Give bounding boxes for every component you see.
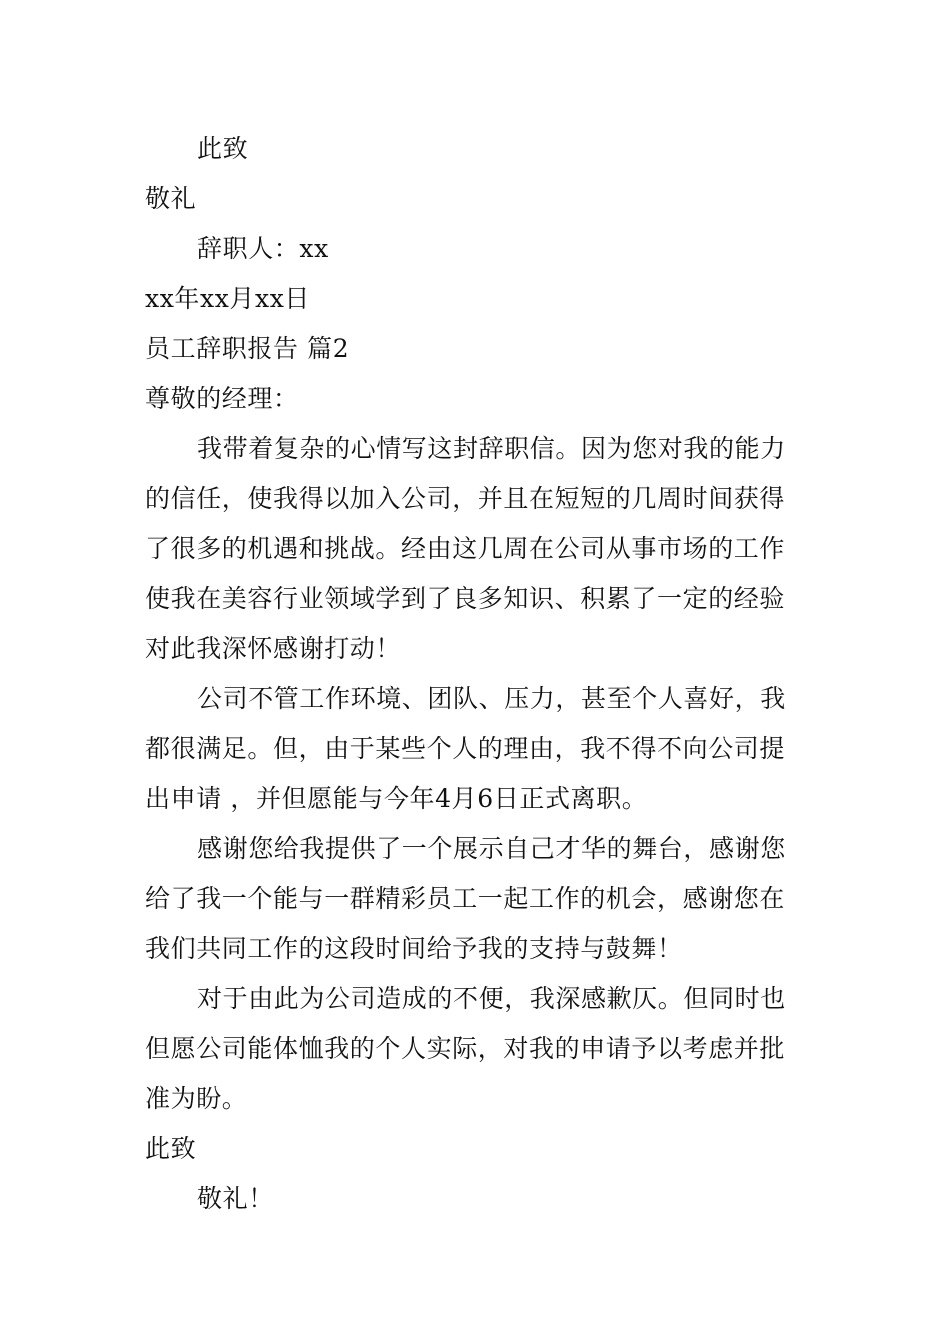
closing-salutation-1: 此致 [197,134,249,163]
closing-salutation-2: 此致 [145,1134,197,1163]
signature-line: 辞职人：xx [197,234,329,263]
date-line: xx年xx月xx日 [145,284,310,313]
body-line: 我们共同工作的这段时间给予我的支持与鼓舞！ [145,934,683,963]
section-title: 员工辞职报告 篇2 [145,334,350,363]
body-line: 我带着复杂的心情写这封辞职信。因为您对我的能力 [197,434,786,463]
body-line: 都很满足。但，由于某些个人的理由，我不得不向公司提 [145,734,786,763]
body-line: 使我在美容行业领域学到了良多知识、积累了一定的经验 [145,584,786,613]
body-line: 的信任，使我得以加入公司，并且在短短的几周时间获得 [145,484,786,513]
body-line: 但愿公司能体恤我的个人实际，对我的申请予以考虑并批 [145,1034,786,1063]
body-line: 给了我一个能与一群精彩员工一起工作的机会，感谢您在 [145,884,786,913]
body-line: 了很多的机遇和挑战。经由这几周在公司从事市场的工作 [145,534,786,563]
closing-regards-2: 敬礼！ [197,1184,274,1213]
closing-regards-1: 敬礼 [145,184,197,213]
body-line: 感谢您给我提供了一个展示自己才华的舞台，感谢您 [197,834,786,863]
body-line: 准为盼。 [145,1084,248,1113]
body-line: 对于由此为公司造成的不便，我深感歉仄。但同时也 [197,984,786,1013]
body-line: 出申请 ，并但愿能与今年4月6日正式离职。 [145,784,648,813]
body-line: 公司不管工作环境、团队、压力，甚至个人喜好，我 [197,684,786,713]
body-line: 对此我深怀感谢打动！ [145,634,402,663]
greeting-line: 尊敬的经理： [145,384,299,413]
